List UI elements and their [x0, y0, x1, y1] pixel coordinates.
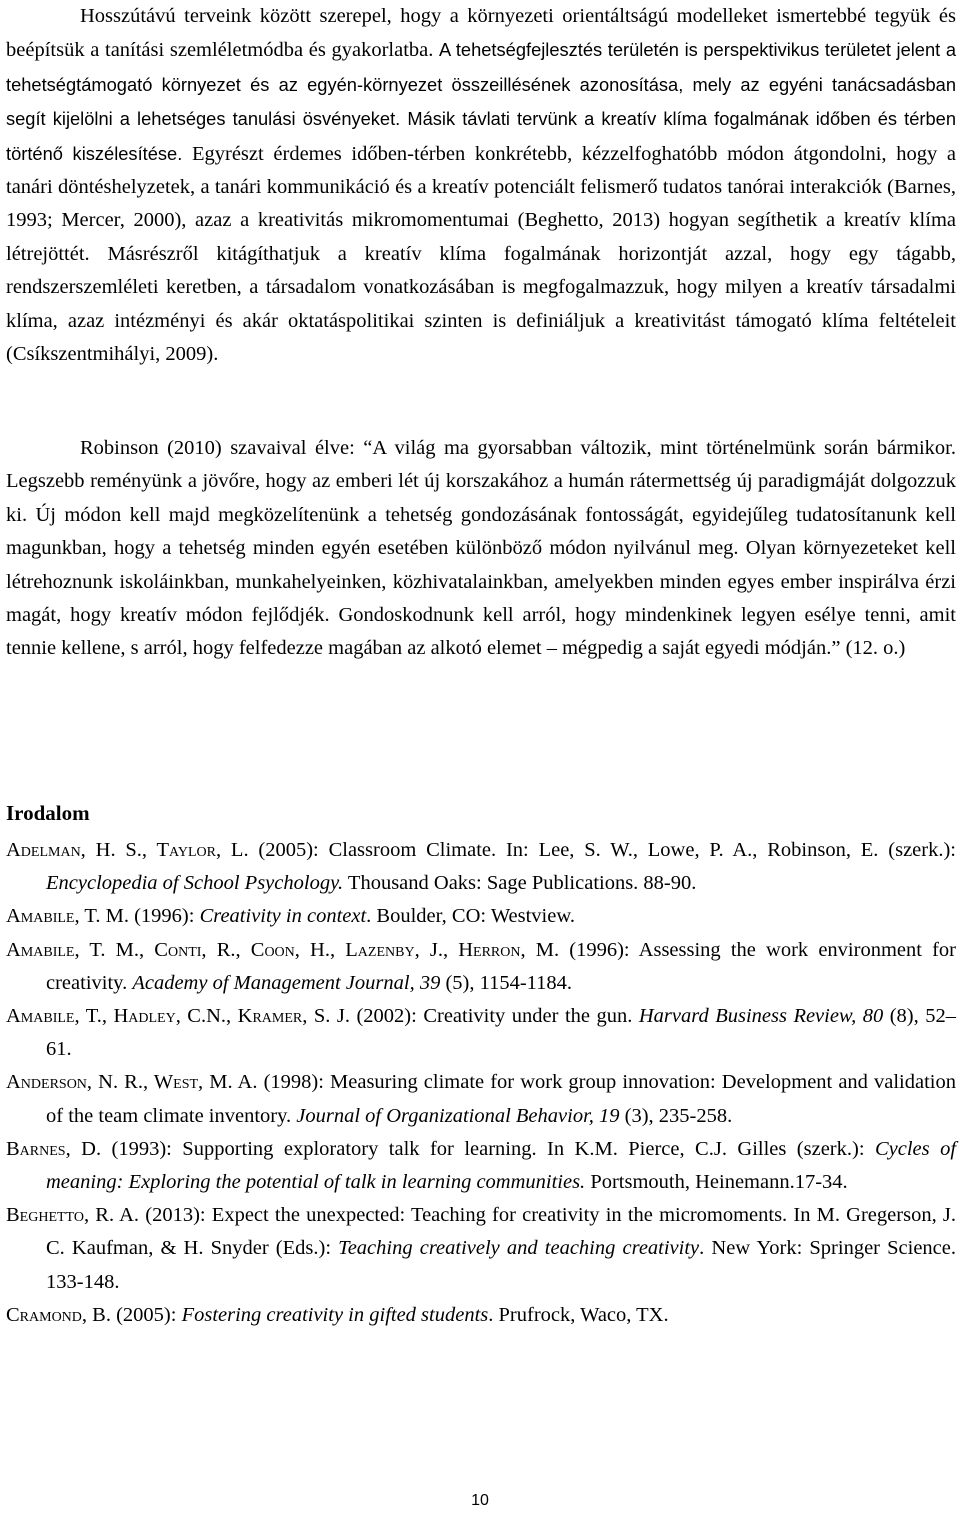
reference-author: Beghetto, R. A.	[6, 1204, 140, 1227]
reference-item	[6, 1066, 956, 1132]
reference-title: Cycles of meaning: Exploring the potential of talk in learning communities.	[46, 1137, 957, 1194]
reference-author: Amabile, T., Hadley, C.N., Kramer, S. J.	[6, 1005, 350, 1028]
reference-text-end: Thousand Oaks: Sage Publications. 88-90.	[343, 872, 697, 895]
reference-title: Harvard Business Review, 80	[638, 1005, 884, 1028]
reference-text-end: . Prufrock, Waco, TX.	[488, 1303, 669, 1326]
reference-text: (1993): Supporting exploratory talk for learning. In K.M. Pierce, C.J. Gilles (szerk.):	[101, 1137, 875, 1160]
reference-text: (1996): Assessing the work environment for creativity.	[46, 938, 956, 994]
reference-item	[6, 834, 956, 900]
reference-text-end: (3), 235-258.	[619, 1104, 733, 1127]
reference-text-end: (8), 52–61.	[46, 1005, 956, 1061]
reference-title: Academy of Management Journal, 39	[132, 971, 441, 994]
paragraph-future-plans	[6, 0, 956, 371]
reference-text: (2013): Expect the unexpected: Teaching for creativity in the micromoments. In M. Gregerson, J. C. Kaufman, & H. Snyder (Eds.):	[46, 1204, 956, 1260]
paragraph-text-sans: A tehetségfejlesztés területén is perspektivikus területet jelent a tehetségtámogató környezet és az egyén-környezet összeillésének azonosítása, mely az egyéni tanácsadásban segít kijelölni a lehetséges tanulási ösvényeket. Másik távlati tervünk a kreatív klíma fogalmának időben és térben történő kiszélesítése.	[6, 39, 957, 164]
reference-item	[6, 1299, 956, 1332]
reference-item	[6, 1133, 956, 1199]
reference-item	[6, 1199, 956, 1299]
reference-item	[6, 900, 956, 933]
reference-author: Adelman, H. S., Taylor, L.	[6, 839, 249, 861]
reference-text: (2005):	[110, 1303, 182, 1326]
reference-title: Teaching creatively and teaching creativity	[338, 1237, 700, 1260]
paragraph-robinson-quote: Robinson (2010) szavaival élve: “A világ ma gyorsabban változik, mint történelmünk során bármikor. Legszebb reményünk a jövőre, hogy az emberi lét új korszakához a humán rátermettség új paradigmáját dolgozzuk ki. Új módon kell majd megközelítenünk a tehetség gondozásának fontosságát, egyidejűleg tudatosítanunk kell magunkban, hogy a tehetség minden egyén esetében különböző módon nyilvánul meg. Olyan környezeteket kell létrehoznunk iskoláinkban, munkahelyeinken, közhivatalainkban, amelyekben minden egyes ember inspirálva érzi magát, hogy kreatív módon fejlődjék. Gondoskodnunk kell arról, hogy mindenkinek legyen esélye tenni, amit tennie kellene, s arról, hogy felfedezze magában az alkotó elemet – mégpedig a saját egyedi módján.” (12. o.)	[6, 437, 956, 660]
page-number: 10	[471, 1492, 489, 1509]
reference-text: (1996):	[128, 905, 200, 928]
reference-item	[6, 934, 956, 1000]
reference-title: Journal of Organizational Behavior, 19	[296, 1104, 620, 1127]
paragraph-text: Hosszútávú terveink között szerepel, hogy a környezeti orientáltságú modelleket ismertebbé tegyük és beépítsük a tanítási szemléletmódba és gyakorlatba.	[6, 5, 956, 62]
reference-text-end: Portsmouth, Heinemann.17-34.	[585, 1171, 848, 1194]
reference-title: Fostering creativity in gifted students	[181, 1303, 489, 1326]
reference-author: Cramond, B.	[6, 1303, 111, 1326]
reference-text: (2002): Creativity under the gun.	[349, 1005, 639, 1028]
reference-text: (2005): Classroom Climate. In: Lee, S. W., Lowe, P. A., Robinson, E. (szerk.):	[248, 839, 956, 861]
reference-title: Encyclopedia of School Psychology.	[46, 872, 344, 895]
reference-author: Amabile, T. M., Conti, R., Coon, H., Lazenby, J., Herron, M.	[6, 938, 560, 961]
paragraph-text-continued: Egyrészt érdemes időben-térben konkrétebb, kézzelfoghatóbb módon átgondolni, hogy a tanári döntéshelyzetek, a tanári kommunikáció és a kreatív potenciált felismerő tudatos tanórai interakciók (Barnes, 1993; Mercer, 2000), azaz a kreativitás mikromomentumai (Beghetto, 2013) hogyan segíthetik a kreatív klíma létrejöttét. Másrészről kitágíthatjuk a kreatív klíma fogalmának horizontját azzal, hogy egy tágabb, rendszerszemléleti keretben, a társadalom vonatkozásában is megfogalmazzuk, hogy milyen a kreatív társadalmi klíma, azaz intézményi és akár oktatáspolitikai szinten is definiáljuk a kreativitást támogató klíma feltételeit (Csíkszentmihályi, 2009).	[6, 142, 956, 366]
reference-text-end: . New York: Springer Science. 133-148.	[46, 1237, 956, 1293]
reference-item	[6, 1000, 956, 1066]
reference-text: (1998): Measuring climate for work group innovation: Development and validation of the team climate inventory.	[46, 1071, 956, 1127]
reference-list	[6, 834, 956, 1332]
reference-author: Barnes, D.	[6, 1137, 102, 1160]
reference-author: Anderson, N. R., West, M. A.	[6, 1071, 258, 1094]
references-heading: Irodalom	[6, 801, 90, 825]
reference-title: Creativity in context	[199, 905, 367, 928]
reference-text-end: . Boulder, CO: Westview.	[366, 905, 575, 928]
reference-text-end: (5), 1154-1184.	[440, 971, 573, 994]
reference-author: Amabile, T. M.	[6, 905, 129, 928]
